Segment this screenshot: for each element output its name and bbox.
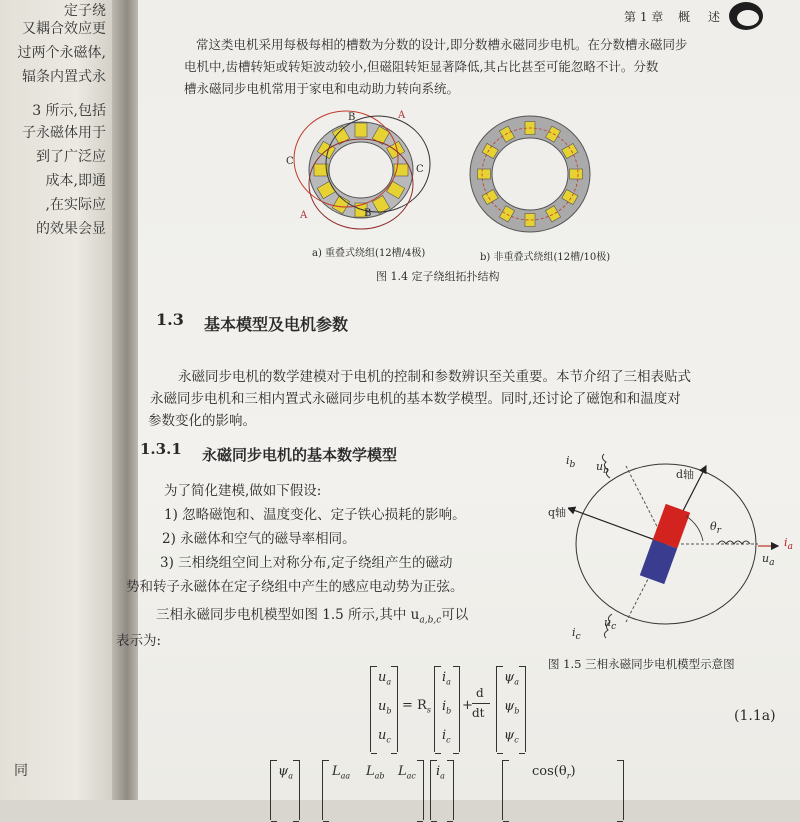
ua-subscript: a	[769, 557, 775, 569]
assumption-item-continued: 势和转子永磁体在定子绕组中产生的感应电动势为正弦。	[126, 579, 464, 595]
eq2-psi-subscript: a	[288, 771, 293, 781]
left-page-line: 又耦合效应更	[22, 21, 106, 37]
eq-i-symbol: i	[442, 670, 447, 685]
eq2-i-a	[436, 764, 445, 781]
winding-label-c: C	[286, 156, 294, 167]
eq-psi-subscript: c	[514, 735, 519, 745]
eq-u-symbol: u	[378, 670, 387, 685]
eq-d-bottom: dt	[472, 706, 485, 720]
subsection-title: 永磁同步电机的基本数学模型	[202, 446, 398, 464]
winding-label-b: B	[348, 112, 356, 123]
paragraph-line: 永磁同步电机的数学建模对于电机的控制和参数辨识至关重要。本节介绍了三相表贴式	[178, 369, 691, 385]
theta-subscript: r	[716, 525, 722, 537]
eq2-L-ab	[366, 764, 385, 781]
model-line-end: 可以	[441, 607, 469, 623]
d-axis-label: d轴	[676, 468, 695, 481]
eq-psi-symbol: ψ	[504, 699, 515, 714]
eq-psi-a	[504, 670, 519, 687]
eq-fraction-bar	[472, 703, 490, 704]
model-line-text: 三相永磁同步电机模型如图 1.5 所示,其中 u	[156, 607, 420, 623]
winding-label-a2: A	[398, 110, 406, 121]
eq-d-top: d	[476, 686, 484, 700]
chapter-label: 第 1 章	[624, 10, 664, 24]
ia-label	[784, 536, 793, 552]
eq-i-a	[442, 670, 451, 687]
left-page-edge	[0, 0, 128, 800]
theta-r-label	[710, 520, 721, 536]
intro-line: 常这类电机采用每极每相的槽数为分数的设计,即分数槽永磁同步电机。在分数槽永磁同步	[196, 37, 688, 52]
eq-psi-subscript: b	[514, 706, 520, 716]
eq2-L-subscript: ab	[374, 771, 385, 781]
eq2-L-ac	[398, 764, 416, 781]
eq-i-subscript: b	[446, 706, 452, 716]
uc-subscript: c	[611, 621, 617, 633]
assumption-item: 3) 三相绕组空间上对称分布,定子绕组产生的磁动	[160, 555, 453, 571]
eq-rs-subscript: s	[426, 705, 431, 715]
eq2-L-subscript: ac	[406, 771, 416, 781]
eq-u-b	[378, 699, 392, 716]
eq-psi-c	[504, 728, 519, 745]
left-page-line: ,在实际应	[45, 197, 106, 213]
paragraph-line: 永磁同步电机和三相内置式永磁同步电机的基本数学模型。同时,还讨论了磁饱和和温度对	[150, 391, 681, 407]
eq-psi-symbol: ψ	[504, 728, 515, 743]
left-page-line: 到了广泛应	[36, 149, 106, 165]
left-page-fragment: 定子绕	[64, 3, 106, 19]
section-title: 基本模型及电机参数	[204, 315, 349, 334]
model-line	[156, 604, 468, 632]
left-page-line: 3 所示,包括	[32, 103, 106, 119]
eq2-i-subscript: a	[440, 771, 445, 781]
eq2-L-symbol: L	[366, 764, 375, 779]
left-page-line: 过两个永磁体,	[17, 45, 106, 61]
assumption-item: 2) 永磁体和空气的磁导率相同。	[162, 531, 356, 547]
eq-u-symbol: u	[378, 728, 387, 743]
chapter-logo-icon	[726, 0, 766, 34]
eq-equals: = R	[402, 698, 427, 713]
intro-line: 槽永磁同步电机常用于家电和电动助力转向系统。	[184, 81, 460, 96]
eq-i-c	[442, 728, 451, 745]
ib-subscript: b	[569, 459, 576, 471]
paragraph-line: 参数变化的影响。	[148, 413, 256, 429]
winding-label-c2: C	[416, 164, 424, 175]
figure-1-5-caption: 图 1.5 三相永磁同步电机模型示意图	[548, 657, 735, 671]
eq-u-subscript: a	[386, 677, 392, 687]
left-page-footer-fragment: 同	[14, 763, 28, 779]
eq-u-a	[378, 670, 391, 687]
equation-number: (1.1a)	[734, 708, 776, 724]
eq-i-symbol: i	[442, 699, 447, 714]
figure-1-4-caption: 图 1.4 定子绕组拓扑结构	[376, 270, 500, 283]
winding-label-b2: B	[364, 208, 372, 219]
eq-u-symbol: u	[378, 699, 387, 714]
ic-subscript: c	[575, 631, 581, 643]
ib-symbol: i	[566, 454, 570, 467]
eq2-cos	[532, 764, 576, 781]
q-axis-label: q轴	[548, 506, 567, 519]
eq-u-subscript: b	[386, 706, 392, 716]
left-page-line: 成本,即通	[45, 173, 106, 189]
eq-psi-symbol: ψ	[504, 670, 515, 685]
eq2-L-symbol: L	[332, 764, 341, 779]
uc-label	[604, 616, 616, 632]
assumption-item: 1) 忽略磁饱和、温度变化、定子铁心损耗的影响。	[164, 507, 466, 523]
stator-tooth	[355, 123, 367, 137]
eq-plus: +	[462, 698, 473, 713]
eq2-cos-text: cos(θ	[532, 764, 567, 779]
eq2-i-symbol: i	[436, 764, 441, 779]
ub-symbol: u	[596, 460, 604, 473]
model-line-2: 表示为:	[116, 633, 162, 649]
theta-symbol: θ	[710, 520, 717, 533]
ub-subscript: b	[603, 465, 609, 477]
ia-symbol: i	[784, 536, 788, 549]
eq-i-symbol: i	[442, 728, 447, 743]
ib-label	[566, 454, 575, 470]
stator-nonoverlapping-winding-figure	[468, 112, 598, 240]
winding-label-a: A	[300, 210, 308, 221]
eq2-L-symbol: L	[398, 764, 407, 779]
right-page	[116, 0, 800, 800]
eq2-L-subscript: aa	[340, 771, 351, 781]
left-page-line: 辐条内置式永	[22, 69, 106, 85]
eq2-cos-subscript: r	[566, 771, 571, 781]
eq-i-subscript: a	[446, 677, 451, 687]
stator-tooth	[478, 169, 491, 179]
eq-psi-subscript: a	[514, 677, 519, 687]
stator-tooth	[570, 169, 583, 179]
eq2-cos-end: )	[570, 764, 576, 779]
eq-psi-b	[504, 699, 519, 716]
subsection-number: 1.3.1	[140, 440, 182, 458]
figure-1-4b-subcaption: b) 非重叠式绕组(12槽/10极)	[480, 252, 611, 263]
section-number: 1.3	[156, 310, 184, 329]
eq-u-c	[378, 728, 391, 745]
eq2-psi-a	[278, 764, 293, 781]
chapter-title-2: 述	[708, 10, 721, 24]
ic-symbol: i	[572, 626, 576, 639]
ua-label	[762, 552, 775, 568]
assumption-intro: 为了简化建模,做如下假设:	[164, 483, 322, 499]
ia-subscript: a	[787, 541, 793, 553]
figure-1-4a-subcaption: a) 重叠式绕组(12槽/4极)	[312, 248, 426, 259]
stator-tooth	[394, 164, 408, 176]
model-line-subscript: a,b,c	[419, 615, 442, 626]
left-page-line: 子永磁体用于	[22, 125, 106, 141]
chapter-title: 概	[678, 10, 691, 24]
eq-equals-rs	[402, 698, 431, 715]
uc-symbol: u	[604, 616, 612, 629]
ic-label	[572, 626, 581, 642]
eq2-psi-symbol: ψ	[278, 764, 289, 779]
eq-i-subscript: c	[446, 735, 451, 745]
intro-line: 电机中,齿槽转矩或转矩波动较小,但磁阻转矩显著降低,其占比甚至可能忽略不计。分数	[184, 59, 659, 74]
eq-i-b	[442, 699, 451, 716]
ua-symbol: u	[762, 552, 770, 565]
stator-overlapping-winding-figure	[286, 104, 436, 234]
ub-label	[596, 460, 609, 476]
eq-u-subscript: c	[386, 735, 391, 745]
left-page-line: 的效果会显	[36, 221, 106, 237]
eq2-L-aa	[332, 764, 350, 781]
